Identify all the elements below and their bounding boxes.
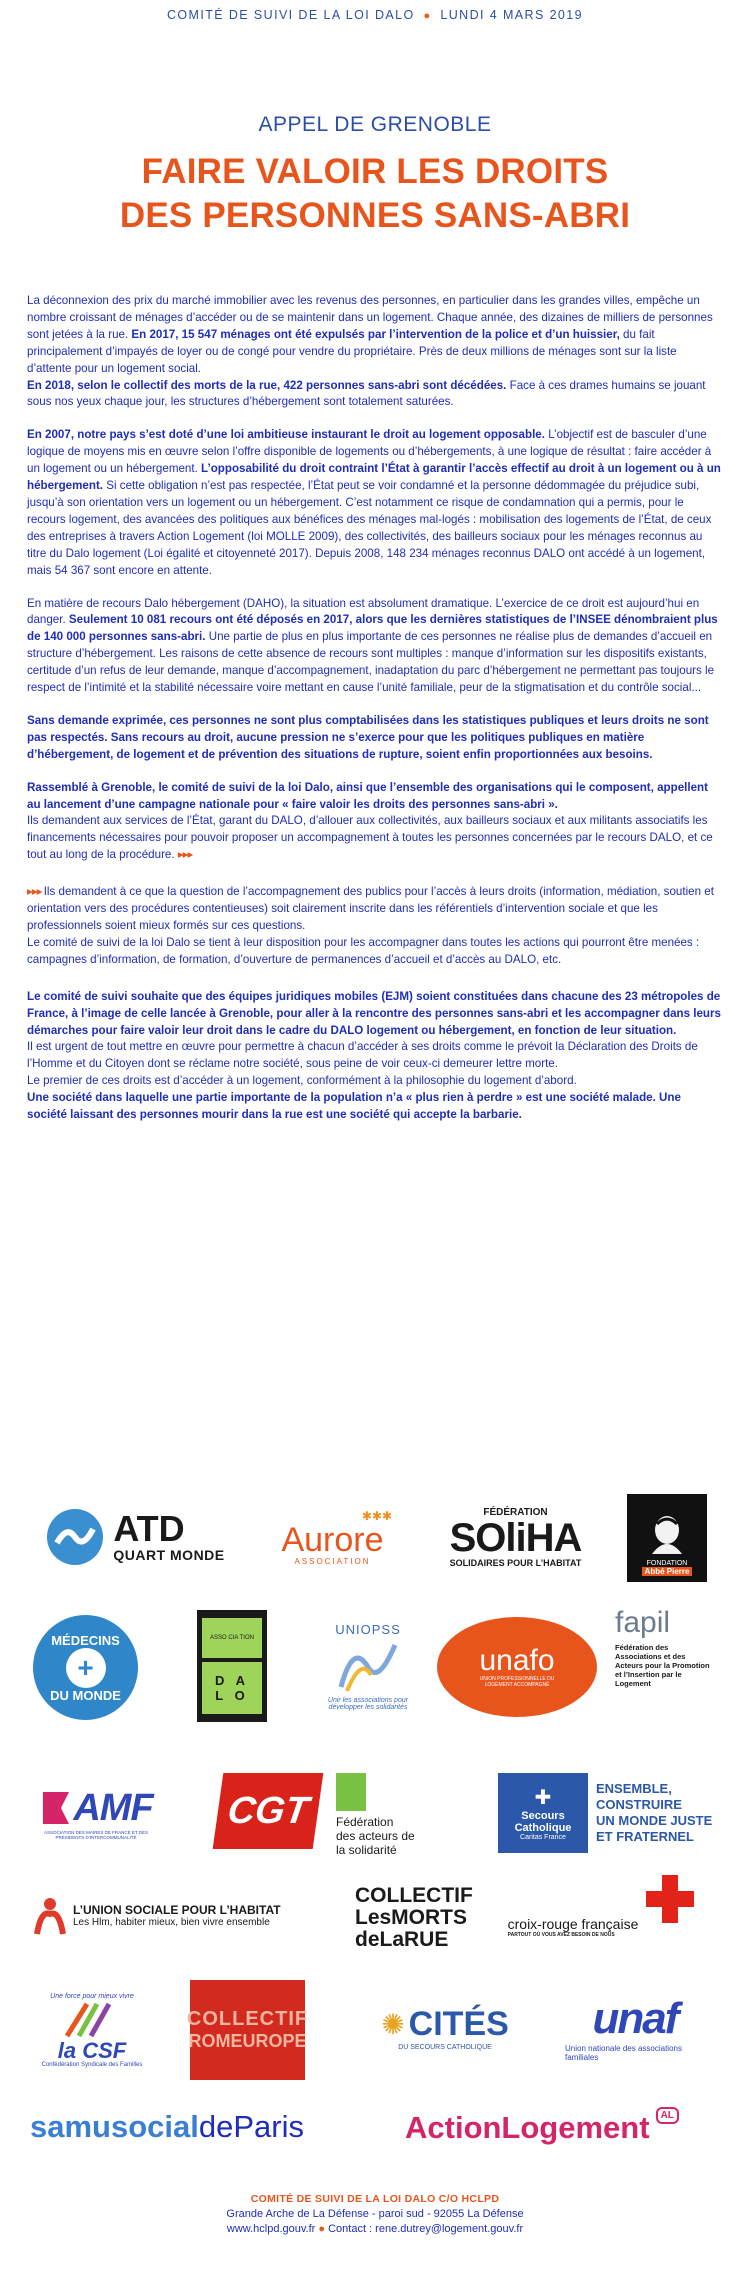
aurore-stars-icon: ✱✱✱ — [361, 1508, 392, 1523]
text-run: Si cette obligation n’est pas respectée, l’État peut se voir condamné et la personne dédommagée du préjudice subi, jusqu’à son orientation vers un logement ou un hébergement. C’est notamment ce risque de condamnation qui a permis, pour le recours logement, des avancées des politiques aux bénéfices des ménages mal-logés : mobilisation des logements de l’État, de ceux des entreprises à travers Action Logement (loi MOLLE 2009), des collectivités, des bailleurs sociaux pour les ménages reconnus au titre du Dalo logement (Loi égalité et citoyenneté 2017). Depuis 2008, 148 234 ménages reconnus DALO ont accédé à un logement, mais 54 367 sont encore en attente. — [27, 479, 712, 577]
bold-text-run: Rassemblé à Grenoble, le comité de suivi de la loi Dalo, ainsi que l’ensemble des organisations qui le composent, appellent au lancement d’une campagne nationale pour « faire valoir les droits des personnes sans-abri ». — [27, 780, 709, 811]
fas-line-2: des acteurs de — [336, 1829, 415, 1843]
fap-line-1: FONDATION — [646, 1560, 688, 1567]
logo-soliha — [423, 1500, 608, 1575]
logo-collectif-romeurope — [186, 1980, 309, 2080]
logo-medecins-du-monde — [33, 1615, 138, 1720]
secours-line-1: Secours — [521, 1810, 565, 1822]
text-run: Le premier de ces droits est d’accéder à un logement, conformément à la philosophie du logement d’abord. — [27, 1074, 577, 1088]
unaf-sub: Union nationale des associations familiales — [565, 2044, 682, 2062]
secours-slogan-2: CONSTRUIRE — [596, 1797, 682, 1812]
cites-sub: DU SECOURS CATHOLIQUE — [398, 2043, 492, 2051]
bold-text-run: L’opposabilité du droit contraint l’État à garantir l’accès effectif au droit à un logement ou à un hébergement. — [27, 462, 721, 493]
mdm-top: MÉDECINS — [51, 1632, 120, 1648]
paragraph-6 — [27, 884, 723, 969]
text-run: Ils demandent aux services de l’État, garant du DALO, d’allouer aux collectivités, aux bailleurs sociaux et aux militants associatifs les financements nécessaires pour pouvoir proposer un accompagnement à toutes les personnes concernées par le recours DALO, et ce tout au long de la procédure. — [27, 814, 713, 862]
csf-tag: Une force pour mieux vivre — [50, 1992, 134, 2000]
dalo-top: ASSO CIA TION — [202, 1618, 262, 1658]
secours-line-2: Catholique — [514, 1822, 572, 1834]
soliha-sub: SOLIDAIRES POUR L’HABITAT — [449, 1558, 582, 1568]
atd-subtitle: QUART MONDE — [113, 1547, 225, 1563]
fas-line-3: la solidarité — [336, 1843, 397, 1857]
action-logement-mark-icon: AL — [656, 2107, 679, 2124]
csf-name: la CSF — [57, 2037, 127, 2063]
bold-text-run: Une société dans laquelle une partie importante de la population n’a « plus rien à perdre » est une société malade. Une société laissant des personnes mourir dans la rue est une société qui accepte la barbarie. — [27, 1091, 681, 1122]
text-run: Face à ces drames humains se jouant sous nos yeux chaque jour, les structures d’hébergement sont totalement saturées. — [27, 378, 706, 409]
logo-unaf — [555, 1978, 715, 2078]
secours-slogan-4: ET FRATERNEL — [596, 1829, 694, 1844]
crf-name: croix-rouge française — [507, 1916, 639, 1932]
samusocial-b: deParis — [198, 2109, 304, 2144]
text-run: Le comité de suivi de la loi Dalo se tient à leur disposition pour les accompagner dans toutes les actions qui pourront être menées : campagnes d’information, de formation, d’ouverture de permanences d’accueil et d’accès au DALO, etc. — [27, 935, 700, 966]
logo-union-sociale-habitat — [33, 1888, 313, 1943]
csf-rays-icon — [57, 2000, 127, 2040]
uniopss-name: UNIOPSS — [335, 1621, 401, 1637]
bullet-icon: ● — [423, 10, 432, 22]
logo-cites-secours-catholique — [365, 1985, 525, 2070]
logo-federation-acteurs-solidarite — [336, 1770, 491, 1860]
title-line-1: FAIRE VALOIR LES DROITS — [141, 152, 609, 191]
partner-logos — [0, 1490, 750, 2145]
cmr-line-1: COLLECTIF — [355, 1884, 473, 1907]
logo-amf — [32, 1775, 160, 1851]
masthead-committee: COMITÉ DE SUIVI DE LA LOI DALO — [166, 8, 415, 22]
bold-text-run: Sans demande exprimée, ces personnes ne sont plus comptabilisées dans les statistiques publiques et leurs droits ne sont pas respectés. Sans recours au droit, aucune pression ne s’exerce pour que les politiques publiques en matière d’hébergement, de logement et de prévention des situations de rupture, soient enfin proportionnées aux besoins. — [27, 713, 709, 761]
atd-emblem-icon — [45, 1507, 105, 1567]
ush-name: L’UNION SOCIALE POUR L’HABITAT — [73, 1903, 281, 1917]
samusocial-a: samusocial — [30, 2109, 199, 2144]
romeurope-line-1: COLLECTIF — [186, 2008, 309, 2030]
unafo-name: unafo — [479, 1644, 555, 1677]
amf-marianne-icon — [39, 1788, 73, 1828]
logo-fapil — [615, 1607, 713, 1732]
paragraph-5 — [27, 780, 723, 865]
secours-slogan-1: ENSEMBLE, — [596, 1781, 672, 1796]
cites-name: CITÉS — [408, 2004, 509, 2043]
text-run: Une partie de plus en plus importante de ces personnes ne réalise plus de demandes d’accueil en structure d’hébergement. Les raisons de cette absence de recours sont multiples : manque d’information sur les dispositifs existants, certitude d’un refus de leur demande, manque d’accompagnement, inadaptation du parc d’hébergement ne permettant pas toujours le respect de l’intimité et la stabilité nécessaire voire mettant en cause l’unité familiale, peur de la stigmatisation et du contrôle social... — [27, 630, 715, 695]
paragraph-4 — [27, 713, 723, 764]
mdm-dove-icon: + — [66, 1648, 106, 1688]
soliha-name: SOliHA — [449, 1516, 582, 1560]
logo-cgt — [213, 1773, 324, 1849]
paragraph-2 — [27, 427, 723, 579]
logo-fondation-abbe-pierre — [627, 1494, 707, 1582]
logo-collectif-morts-de-la-rue — [355, 1878, 485, 1958]
logo-atd-quart-monde — [35, 1502, 235, 1572]
bold-text-run: En 2018, selon le collectif des morts de la rue, 422 personnes sans-abri sont décédées. — [27, 378, 507, 392]
ush-sub: Les Hlm, habiter mieux, bien vivre ensemble — [73, 1917, 270, 1928]
bold-text-run: En 2017, 15 547 ménages ont été expulsés par l’intervention de la police et d’un huissier, — [131, 327, 620, 341]
cmr-line-2: LesMORTS — [355, 1906, 468, 1929]
unafo-sub: UNION PROFESSIONNELLE DU LOGEMENT ACCOMPAGNÉ — [479, 1676, 555, 1688]
fapil-name: fapil — [615, 1606, 671, 1639]
abbe-pierre-portrait-icon — [644, 1514, 690, 1556]
paragraph-1 — [27, 293, 723, 411]
text-run: La déconnexion des prix du marché immobilier avec les revenus des personnes, en particulier dans les grandes villes, empêche un nombre croissant de ménages d’accéder ou de se maintenir dans un logement. Chaque année, des dizaines de milliers de personnes sont jetées à la rue. — [27, 294, 713, 341]
fas-mark-icon — [336, 1773, 366, 1811]
logo-croix-rouge — [497, 1873, 707, 1953]
red-cross-icon — [644, 1873, 696, 1925]
logo-unafo — [437, 1617, 597, 1717]
arrow-marker-icon: ▸▸▸ — [27, 885, 44, 899]
text-run: Ils demandent à ce que la question de l’accompagnement des publics pour l’accès à leurs droits (information, médiation, soutien et orientation vers des procédures contentieuses) soit clairement inscrite dans les référentiels d’intervention sociale et que les professionnels soient mieux formés sur ces questions. — [27, 885, 714, 932]
text-run: En matière de recours Dalo hébergement (DAHO), la situation est absolument dramatique. L’exercice de ce droit est aujourd’hui en danger. — [27, 596, 700, 627]
amf-name: AMF — [73, 1786, 153, 1829]
logo-secours-catholique — [498, 1770, 713, 1856]
bold-text-run: En 2007, notre pays s’est doté d’une loi ambitieuse instaurant le droit au logement opposable. — [27, 428, 545, 442]
logo-uniopss — [308, 1607, 428, 1725]
soliha-top: FÉDÉRATION — [483, 1507, 548, 1518]
cgt-name: CGT — [225, 1789, 312, 1832]
logo-csf — [32, 1980, 152, 2080]
footer-address: Grande Arche de La Défense - paroi sud - 92055 La Défense — [226, 2208, 524, 2220]
footer-website-link[interactable]: www.hclpd.gouv.fr — [226, 2223, 316, 2235]
fap-line-2: Abbé Pierre — [642, 1567, 693, 1576]
aurore-name: Aurore — [281, 1520, 384, 1559]
footer-committee: COMITÉ DE SUIVI DE LA LOI DALO C/O HCLPD — [250, 2193, 500, 2205]
kicker: APPEL DE GRENOBLE — [258, 113, 492, 136]
logo-action-logement — [405, 2100, 705, 2155]
bold-text-run: Seulement 10 081 recours ont été déposés en 2017, alors que les dernières statistiques de l’INSEE dénombraient plus de 140 000 personnes sans-abri. — [27, 613, 718, 644]
csf-sub: Confédération Syndicale des Familles — [41, 2061, 143, 2068]
uniopss-swirl-icon — [333, 1637, 403, 1697]
logo-aurore — [265, 1502, 400, 1572]
action-logement-name: ActionLogement — [405, 2109, 650, 2145]
footer — [0, 2192, 750, 2237]
page-title — [0, 150, 750, 238]
fas-line-1: Fédération — [336, 1815, 394, 1829]
arrow-marker-icon: ▸▸▸ — [177, 848, 193, 862]
uniopss-tag: Unir les associations pour développer les solidarités — [327, 1696, 409, 1711]
dalo-line-2: L O — [215, 1688, 249, 1703]
logo-association-dalo — [197, 1610, 267, 1722]
footer-contact-link[interactable]: Contact : rene.dutrey@logement.gouv.fr — [328, 2223, 524, 2235]
text-run: Il est urgent de tout mettre en œuvre pour permettre à chacun d’accéder à ses droits comme le prévoit la Déclaration des Droits de l’Homme et du Citoyen dont se réclame notre société, sous peine de voir ceux-ci demeurer lettre morte. — [27, 1040, 698, 1071]
crf-sub: PARTOUT OÙ VOUS AVEZ BESOIN DE NOUS — [507, 1932, 615, 1938]
text-run: L’objectif est de basculer d’une logique de moyens mis en œuvre selon l’offre disponible de logements ou d’hébergements, à une logique de résultat : faire accéder à un logement ou un hébergement. — [27, 428, 712, 476]
secours-line-3: Caritas France — [520, 1834, 566, 1841]
ush-figure-icon — [33, 1896, 67, 1936]
cmr-line-3: deLaRUE — [355, 1928, 449, 1951]
aurore-sub: ASSOCIATION — [294, 1556, 371, 1566]
text-run: du fait principalement d’impayés de loyer ou de congé pour vendre du propriétaire. Près de deux millions de ménages sont sur la liste d’attente pour un logement social. — [27, 327, 677, 375]
bold-text-run: Le comité de suivi souhaite que des équipes juridiques mobiles (EJM) soient constituées dans chacune des 23 métropoles de France, à l’image de celle lancée à Grenoble, pour aller à la rencontre des personnes sans-abri et les accompagner dans leurs démarches pour faire valoir leur droit dans le cadre du DALO logement ou hébergement, en fonction de leur situation. — [27, 989, 721, 1037]
atd-title: ATD — [113, 1508, 185, 1549]
footer-bullet-icon: ● — [318, 2223, 329, 2235]
title-line-2: DES PERSONNES SANS-ABRI — [119, 196, 631, 235]
secours-cross-icon: ✚ — [534, 1787, 552, 1809]
article-body — [27, 293, 723, 1140]
amf-sub: ASSOCIATION DES MAIRES DE FRANCE ET DES PRÉSIDENTS D’INTERCOMMUNALITÉ — [43, 1829, 149, 1840]
logo-samusocial-paris — [30, 2102, 390, 2152]
cites-sun-icon: ✺ — [381, 2008, 405, 2040]
masthead-date: LUNDI 4 MARS 2019 — [440, 8, 583, 22]
fapil-desc: Fédération des Associations et des Acteurs pour la Promotion et l’Insertion par le Logement — [615, 1643, 710, 1688]
masthead — [0, 0, 750, 30]
secours-slogan-3: UN MONDE JUSTE — [596, 1813, 713, 1828]
paragraph-3 — [27, 596, 723, 697]
mdm-bottom: DU MONDE — [50, 1687, 121, 1703]
romeurope-line-2: ROMEUROPE — [188, 2031, 307, 2051]
dalo-line-1: D A — [215, 1673, 249, 1688]
paragraph-7 — [27, 989, 723, 1124]
unaf-name: unaf — [592, 1994, 678, 2043]
